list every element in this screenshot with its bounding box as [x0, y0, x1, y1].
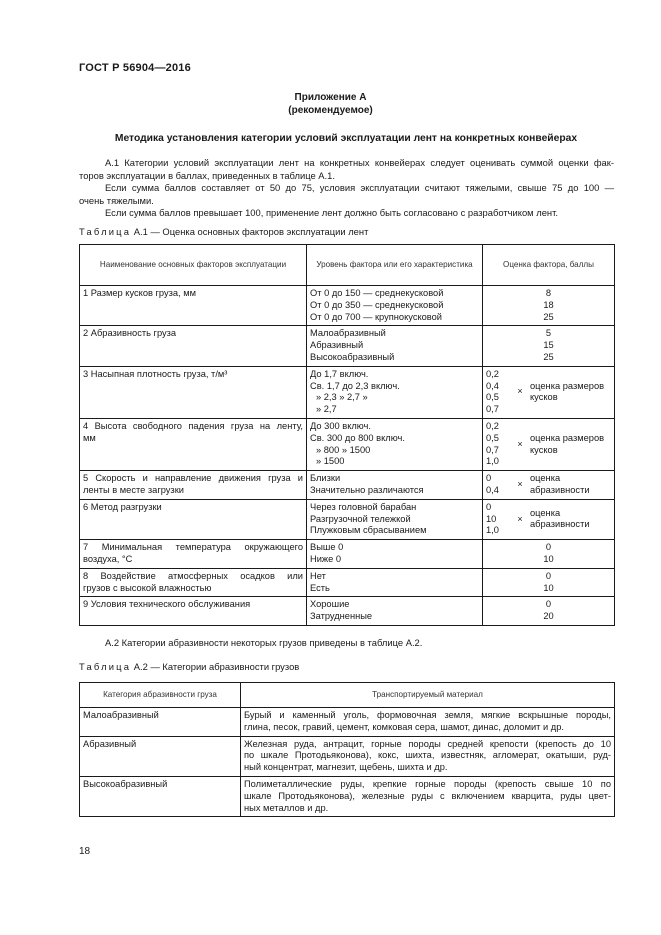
factor-score-cell [483, 597, 615, 626]
factor-score-cell [483, 366, 615, 418]
factor-name-line: ленты в месте загрузки [83, 484, 184, 495]
score-value: 0 [486, 473, 492, 484]
material-cell [241, 776, 615, 816]
score-value: 1,0 [486, 456, 499, 467]
material-line: Полиметаллические руды, крепкие горные породы (крепость свыше 10 по [244, 778, 611, 789]
factor-level-line: » 2,3 » 2,7 » [316, 392, 368, 403]
score-value: 25 [543, 311, 554, 322]
table-row [80, 568, 615, 597]
score-value: 15 [543, 340, 554, 351]
score-desc-line: кусков [530, 444, 558, 455]
table2-caption [79, 661, 299, 672]
factor-level-line: От 0 до 150 — среднекусковой [310, 288, 444, 298]
factor-name-line: 8 Воздействие атмосферных осадков или [83, 570, 303, 581]
score-values [486, 421, 510, 468]
factor-score-cell [483, 418, 615, 470]
factor-level-line: От 0 до 700 — крупнокусковой [310, 311, 443, 322]
table-row [80, 286, 615, 326]
multiply-sign: × [517, 513, 523, 524]
factor-name-line: 5 Скорость и направление движения груза и [83, 473, 303, 484]
paragraph-a2: А.2 Категории абразивности некоторых грузов приведены в таблице А.2. [105, 637, 423, 648]
factor-level-line: Ниже 0 [310, 553, 342, 564]
category-label: Абразивный [83, 738, 137, 749]
factor-level-cell [307, 540, 483, 569]
table-row [80, 418, 615, 470]
score-group [486, 502, 611, 537]
material-line: глина, песок, гравий, цемент, комковая сера, шамот, динас, доломит и др. [244, 721, 564, 732]
table1-caption-prefix: Таблица [79, 226, 132, 237]
factor-level-cell [307, 366, 483, 418]
factor-level-line: Нет [310, 570, 326, 581]
table-row [80, 499, 615, 539]
factor-level-line: Разгрузочной тележкой [310, 513, 411, 524]
score-desc-line: оценка [530, 507, 561, 518]
table2-caption-text: А.2 — Категории абразивности грузов [131, 661, 300, 672]
score-desc-line: абразивности [530, 484, 590, 495]
factor-level-line: » 1500 [316, 456, 345, 467]
factor-name-cell [80, 471, 307, 500]
factors-table [79, 244, 615, 626]
table1-header-score: Оценка фактора, баллы [483, 245, 615, 286]
factor-level-line: Значительно различаются [310, 484, 424, 495]
factor-level-line: Малоабразивный [310, 328, 386, 339]
factor-name-cell [80, 597, 307, 626]
factor-level-line: До 1,7 включ. [310, 368, 369, 379]
score-desc-line: оценка размеров [530, 432, 605, 443]
appendix-title: Приложение А [294, 92, 367, 103]
factor-score-cell [483, 286, 615, 326]
factor-level-cell [307, 568, 483, 597]
factor-score-cell [483, 499, 615, 539]
table1-header-row [80, 245, 615, 286]
material-cell [241, 708, 615, 737]
score-value: 0,7 [486, 444, 499, 455]
factor-name-line: 4 Высота свободного падения груза на ленту, [83, 420, 303, 431]
table-row [80, 597, 615, 626]
factor-level-line: » 2,7 [316, 404, 337, 415]
factor-score-cell [483, 326, 615, 366]
factor-level-cell [307, 471, 483, 500]
score-value: 0 [545, 570, 552, 581]
score-multiplier-desc [530, 381, 611, 405]
score-value: 20 [543, 611, 554, 622]
score-group [486, 369, 611, 416]
score-desc-line: кусков [530, 392, 558, 403]
factor-level-line: До 300 включ. [310, 420, 371, 431]
document-code: ГОСТ Р 56904—2016 [79, 62, 191, 74]
score-value: 0 [486, 501, 492, 512]
paragraph-line: Если сумма баллов превышает 100, применение лент должно быть согласовано с разработчиком лент. [105, 207, 558, 218]
factor-level-line: Высокоабразивный [310, 351, 395, 362]
abrasiveness-table [79, 682, 615, 817]
factor-name-cell [80, 366, 307, 418]
table-row [80, 776, 615, 816]
factor-level-line: Близки [310, 473, 341, 484]
page-number: 18 [79, 846, 91, 857]
table1-caption [79, 226, 368, 237]
factor-level-line: Затрудненные [310, 611, 373, 622]
material-line: ных металлов и др. [244, 802, 329, 813]
factor-name-cell [80, 499, 307, 539]
factor-level-cell [307, 326, 483, 366]
factor-level-line: От 0 до 350 — среднекусковой [310, 299, 444, 310]
appendix-note: (рекомендуемое) [288, 105, 373, 116]
table-row [80, 708, 615, 737]
score-desc-line: абразивности [530, 519, 590, 530]
factor-name-line: 9 Условия технического обслуживания [83, 599, 251, 610]
factor-name-cell [80, 326, 307, 366]
score-values [486, 369, 510, 416]
factor-level-line: » 800 » 1500 [316, 444, 371, 455]
paragraph-line: очень тяжелыми. [79, 194, 154, 206]
table-row [80, 540, 615, 569]
factor-level-line: Через головной барабан [310, 501, 417, 512]
score-values [486, 502, 510, 537]
category-label: Малоабразивный [83, 710, 159, 720]
table2-header-row [80, 683, 615, 708]
factor-name-line: 7 Минимальная температура окружающего [83, 542, 303, 553]
score-desc-line: оценка размеров [530, 380, 605, 391]
factor-level-cell [307, 499, 483, 539]
score-value: 0,5 [486, 392, 499, 403]
factor-score-cell [483, 568, 615, 597]
factor-level-line: Есть [310, 582, 330, 593]
table2-header-category: Категория абразивности груза [80, 683, 241, 708]
table1-header-factor: Наименование основных факторов эксплуатации [80, 245, 307, 286]
category-cell [80, 776, 241, 816]
score-value: 10 [543, 582, 554, 593]
score-multiplier-desc [530, 433, 611, 457]
factor-level-line: Абразивный [310, 340, 364, 351]
table-row [80, 366, 615, 418]
score-desc-line: оценка [530, 473, 561, 484]
score-value: 0,4 [486, 484, 499, 495]
score-value: 0,2 [486, 420, 499, 431]
factor-name-cell [80, 540, 307, 569]
multiply-sign: × [517, 479, 523, 490]
score-multiplier-desc [530, 473, 611, 497]
score-value: 0 [545, 599, 552, 610]
factor-level-line: Хорошие [310, 599, 350, 610]
score-value: 0,2 [486, 368, 499, 379]
section-title: Методика установления категории условий эксплуатации лент на конкретных конвейерах [114, 133, 578, 144]
score-value: 8 [545, 288, 552, 298]
paragraph-line: А.1 Категории условий эксплуатации лент на конкретных конвейерах следует оценивать суммой оценки фак- [105, 157, 614, 168]
category-label: Высокоабразивный [83, 778, 168, 789]
score-value: 10 [486, 513, 497, 524]
score-multiplier-desc [530, 508, 611, 532]
factor-level-line: Плужковым сбрасыванием [310, 525, 427, 536]
table2-caption-prefix: Таблица [79, 661, 132, 672]
score-value: 0,4 [486, 380, 499, 391]
factor-name-cell [80, 418, 307, 470]
material-line: Бурый и каменный уголь, формовочная земля, мягкие вскрышные породы, [244, 710, 611, 720]
multiply-sign: × [517, 386, 523, 397]
factor-name-line: мм [83, 432, 96, 443]
factor-name-cell [80, 568, 307, 597]
score-value: 1,0 [486, 525, 499, 536]
factor-level-cell [307, 418, 483, 470]
score-value: 25 [543, 351, 554, 362]
table2-header-material: Транспортируемый материал [241, 683, 615, 708]
score-value: 5 [545, 328, 552, 339]
score-value: 0 [545, 542, 552, 553]
factor-name-line: воздуха, °С [83, 553, 133, 564]
factor-name-cell [80, 286, 307, 326]
paragraph-a1 [79, 157, 614, 220]
paragraph-line: Если сумма баллов составляет от 50 до 75, условия эксплуатации считают тяжелыми, свыше 75 до 100 — [105, 182, 614, 193]
score-group [486, 473, 611, 497]
material-cell [241, 736, 615, 776]
factor-name-line: грузов с высокой влажностью [83, 582, 212, 593]
factor-level-line: Св. 1,7 до 2,3 включ. [310, 380, 400, 391]
material-line: Железная руда, антрацит, горные породы средней крепости (крепость до 10 [244, 738, 611, 749]
score-value: 0,7 [486, 404, 499, 415]
factor-name-line: 6 Метод разгрузки [83, 501, 162, 512]
factor-score-cell [483, 471, 615, 500]
factor-name-line: 1 Размер кусков груза, мм [83, 288, 197, 298]
table-row [80, 471, 615, 500]
category-cell [80, 708, 241, 737]
material-line: по шкале Протодьяконова), кокс, шихта, известняк, агломерат, окатыши, руд- [244, 750, 611, 761]
factor-level-cell [307, 597, 483, 626]
table-row [80, 736, 615, 776]
table-row [80, 326, 615, 366]
paragraph-line: торов эксплуатации в баллах, приведенных в таблице А.1. [79, 169, 335, 181]
score-values [486, 473, 510, 497]
material-line: шкале Протодьяконова), железные руды с включением кварцита, руды цвет- [244, 790, 611, 801]
material-line: ный концентрат, магнезит, щебень, шихта и др. [244, 762, 448, 773]
multiply-sign: × [517, 438, 523, 449]
category-cell [80, 736, 241, 776]
score-value: 10 [543, 553, 554, 564]
score-group [486, 421, 611, 468]
table1-caption-text: А.1 — Оценка основных факторов эксплуатации лент [131, 226, 369, 237]
factor-level-line: Св. 300 до 800 включ. [310, 432, 405, 443]
score-value: 18 [543, 299, 554, 310]
table1-header-level: Уровень фактора или его характеристика [307, 245, 483, 286]
score-value: 0,5 [486, 432, 499, 443]
factor-level-line: Выше 0 [310, 542, 344, 553]
factor-score-cell [483, 540, 615, 569]
factor-name-line: 3 Насыпная плотность груза, т/м³ [83, 368, 228, 379]
factor-name-line: 2 Абразивность груза [83, 328, 177, 339]
factor-level-cell [307, 286, 483, 326]
